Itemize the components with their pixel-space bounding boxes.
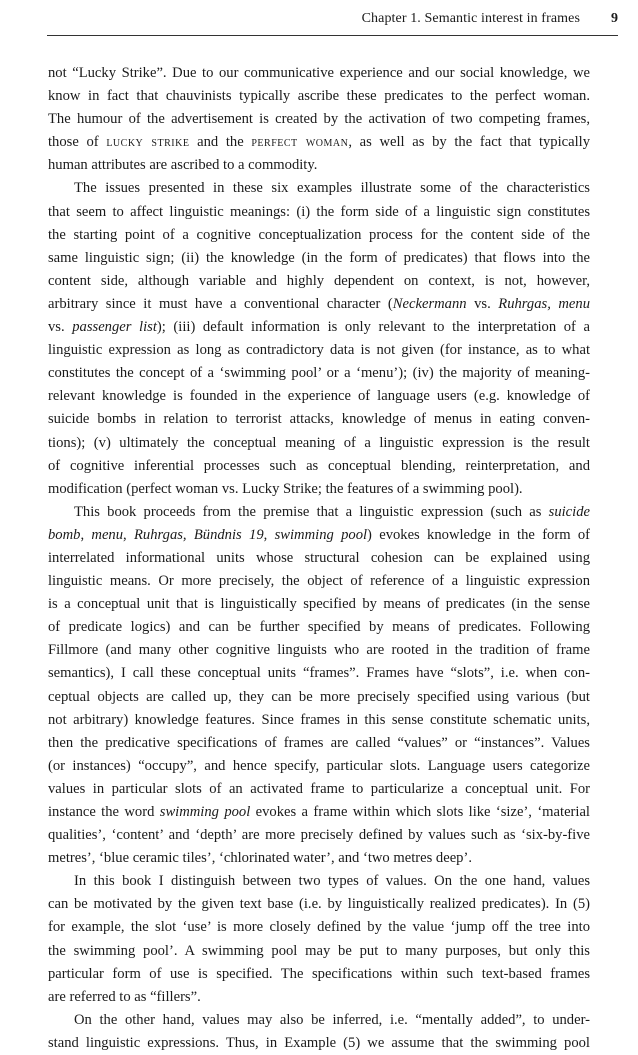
text-line: [48, 385, 590, 408]
text-line: [48, 478, 590, 501]
text-segment: (or instances) “occupy”, and hence specify, particular slots. Language users categorize: [48, 757, 590, 774]
text-line: [48, 732, 590, 755]
text-segment: constitutes the concept of a ‘swimming pool’ or a ‘menu’); (iv) the majority of meaning-: [48, 365, 590, 382]
italic-text: bomb: [48, 526, 81, 543]
text-line: [48, 224, 590, 247]
text-line: [48, 408, 590, 431]
text-segment: not “Lucky Strike”. Due to our communicative experience and our social knowledge, we: [48, 65, 590, 81]
text-line: [48, 524, 590, 547]
text-line: [48, 893, 590, 916]
italic-text: swimming pool: [159, 804, 251, 820]
text-line: [48, 62, 590, 85]
text-segment: human attributes are ascribed to a commodity.: [48, 157, 318, 174]
text-segment: ) evokes knowledge in the form of: [367, 526, 590, 543]
running-head: Chapter 1. Semantic interest in frames: [361, 11, 580, 26]
text-line: [48, 870, 590, 893]
text-segment: metres’, ‘blue ceramic tiles’, ‘chlorinated water’, and ‘two metres deep’.: [48, 850, 472, 867]
text-line: [48, 1009, 590, 1032]
text-segment: instance the word: [48, 804, 160, 820]
text-segment: the starting point of a cognitive conceptualization process for the content side of the: [48, 226, 590, 243]
text-segment: , as well as by the fact that typically: [348, 134, 590, 151]
text-segment: content side, although variable and highly dependent on context, is not, however,: [48, 272, 590, 289]
text-segment: ceptual objects are called up, they can be more precisely specified using various (but: [48, 688, 590, 705]
text-segment: linguistic expression as long as contradictory data is not given (for instance, as to what: [48, 342, 590, 359]
text-segment: evokes a frame within which slots like ‘size’, ‘material: [250, 804, 590, 820]
text-segment: is a conceptual unit that is linguistically specified by means of predicates (in the sense: [48, 596, 590, 613]
text-segment: stand linguistic expressions. Thus, in Example (5) we assume that the swimming pool: [48, 1034, 590, 1051]
text-segment: and the: [189, 134, 252, 151]
text-segment: The humour of the advertisement is created by the activation of two competing frames,: [48, 111, 590, 128]
text-line: [48, 177, 590, 200]
text-segment: Fillmore (and many other cognitive linguists who are rooted in the tradition of frame: [48, 642, 590, 659]
text-segment: modification (perfect woman vs. Lucky Strike; the features of a swimming pool).: [48, 480, 523, 497]
text-segment: of cognitive inferential processes such as conceptual blending, reinterpretation, and: [48, 457, 590, 474]
text-line: [48, 801, 590, 824]
text-segment: know in fact that chauvinists typically ascribe these predicates to the perfect woman.: [48, 88, 590, 105]
text-line: [48, 986, 590, 1009]
text-line: [48, 316, 590, 339]
text-line: [48, 616, 590, 639]
italic-text: Neckermann: [392, 295, 467, 312]
text-line: [48, 778, 590, 801]
text-line: [48, 131, 590, 154]
text-segment: values in particular slots of an activated frame to particularize a conceptual unit. For: [48, 780, 590, 797]
text-segment: that seem to affect linguistic meanings: (i) the form side of a linguistic sign constitutes: [48, 203, 590, 220]
text-segment: The issues presented in these six examples illustrate some of the characteristics: [74, 180, 590, 197]
text-segment: suicide bombs in relation to terrorist attacks, knowledge of menus in eating conven-: [48, 411, 590, 428]
italic-text: suicide: [548, 503, 590, 520]
text-segment: the swimming pool’. A swimming pool may be put to many purposes, but only this: [48, 942, 590, 959]
text-line: [48, 501, 590, 524]
text-segment: This book proceeds from the premise that a linguistic expression (such as: [74, 503, 549, 520]
text-segment: semantics), I call these conceptual units “frames”. Frames have “slots”, i.e. when con-: [48, 665, 590, 682]
text-line: [48, 916, 590, 939]
text-segment: On the other hand, values may also be inferred, i.e. “mentally added”, to under-: [74, 1011, 590, 1028]
page-number: 9: [611, 11, 618, 26]
italic-text: Ruhrgas, menu: [498, 295, 590, 312]
text-line: [48, 824, 590, 847]
text-segment: are referred to as “fillers”.: [48, 988, 201, 1005]
italic-text: Ruhrgas, Bündnis 19: [134, 526, 264, 543]
small-caps-text: lucky strike: [106, 134, 190, 151]
text-line: [48, 270, 590, 293]
text-segment: particular form of use is specified. The specifications within such text-based frames: [48, 965, 590, 982]
text-segment: not arbitrary) knowledge features. Since frames in this sense constitute schematic units,: [48, 711, 590, 728]
text-segment: ,: [123, 526, 134, 543]
text-line: [48, 154, 590, 177]
text-segment: for example, the slot ‘use’ is more closely defined by the value ‘jump off the tree into: [48, 919, 590, 936]
text-segment: can be motivated by the given text base (i.e. by linguistically realized predicates). In (5): [48, 896, 590, 913]
text-segment: tions); (v) ultimately the conceptual meaning of a linguistic expression is the result: [48, 434, 590, 451]
text-line: [48, 547, 590, 570]
text-line: [48, 108, 590, 131]
text-segment: qualities’, ‘content’ and ‘depth’ are more precisely defined by values such as ‘six-by-five: [48, 827, 590, 844]
text-line: [48, 247, 590, 270]
italic-text: swimming pool: [274, 526, 368, 543]
text-line: [48, 709, 590, 732]
text-line: [48, 686, 590, 709]
text-line: [48, 1032, 590, 1055]
text-line: [48, 455, 590, 478]
text-segment: ); (iii) default information is only relevant to the interpretation of a: [156, 319, 590, 336]
body-text: [48, 62, 590, 1055]
text-line: [48, 755, 590, 778]
header-rule: [47, 35, 618, 36]
text-line: [48, 963, 590, 986]
text-line: [48, 339, 590, 362]
italic-text: passenger list: [72, 319, 157, 336]
text-line: [48, 201, 590, 224]
text-line: [48, 570, 590, 593]
text-segment: ,: [80, 526, 92, 543]
text-segment: vs.: [466, 295, 499, 312]
text-line: [48, 432, 590, 455]
text-line: [48, 362, 590, 385]
text-segment: In this book I distinguish between two types of values. On the one hand, values: [74, 873, 590, 890]
text-segment: linguistic means. Or more precisely, the object of reference of a linguistic expression: [48, 573, 590, 590]
text-line: [48, 293, 590, 316]
text-segment: vs.: [48, 319, 73, 336]
text-segment: those of: [48, 134, 107, 151]
text-segment: arbitrary since it must have a conventional character (: [48, 295, 393, 312]
text-segment: interrelated informational units whose structural cohesion can be explained using: [48, 549, 590, 566]
text-segment: ,: [263, 526, 275, 543]
text-segment: of predicate logics) and can be further specified by means of predicates. Following: [48, 619, 590, 636]
text-line: [48, 662, 590, 685]
text-line: [48, 593, 590, 616]
small-caps-text: perfect woman: [251, 134, 349, 151]
italic-text: menu: [91, 526, 124, 543]
text-segment: same linguistic sign; (ii) the knowledge (in the form of predicates) that flows into the: [48, 249, 590, 266]
text-segment: then the predicative specifications of frames are called “values” or “instances”. Values: [48, 734, 590, 751]
text-line: [48, 847, 590, 870]
page-header: [47, 11, 618, 31]
text-line: [48, 85, 590, 108]
text-line: [48, 940, 590, 963]
text-segment: relevant knowledge is founded in the experience of language users (e.g. knowledge of: [48, 388, 590, 405]
text-line: [48, 639, 590, 662]
